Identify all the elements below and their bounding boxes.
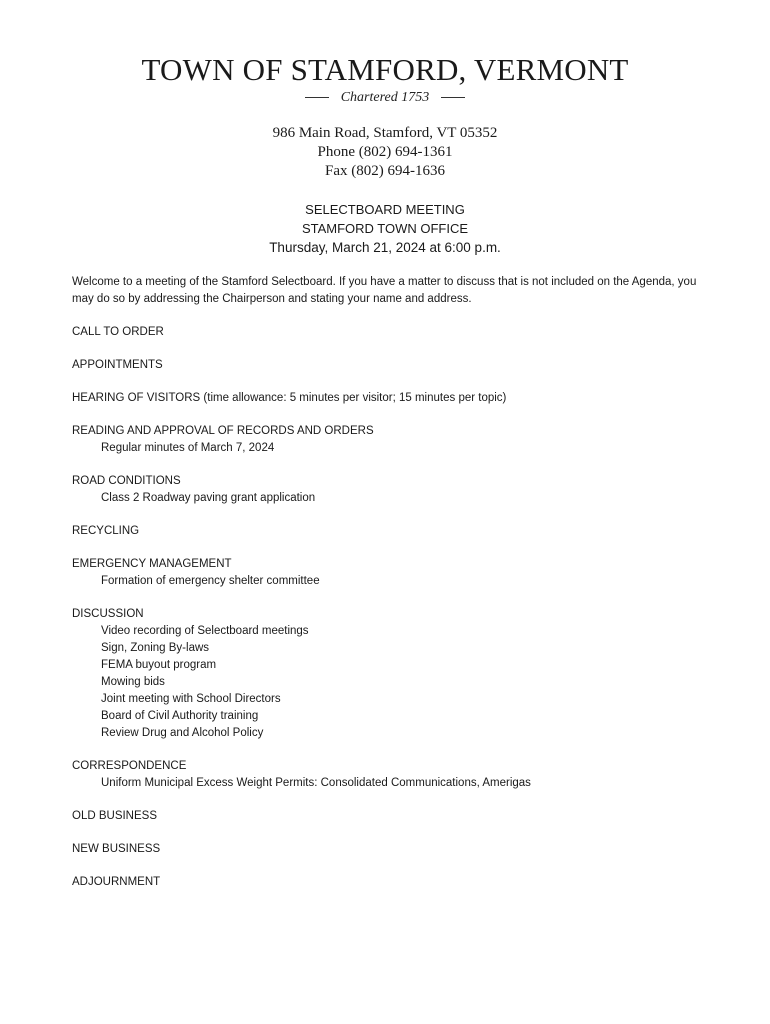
address: 986 Main Road, Stamford, VT 05352 xyxy=(272,125,498,141)
agenda-item: Formation of emergency shelter committee xyxy=(101,575,320,587)
agenda-section xyxy=(72,473,712,507)
left-rule xyxy=(305,97,329,98)
agenda-section xyxy=(72,841,712,858)
agenda-heading: CALL TO ORDER xyxy=(72,326,164,338)
agenda-section xyxy=(72,357,712,374)
chartered-line xyxy=(0,90,770,106)
agenda-section xyxy=(72,390,712,407)
meeting-block xyxy=(0,200,770,257)
agenda-heading: NEW BUSINESS xyxy=(72,843,161,855)
agenda-item: Class 2 Roadway paving grant application xyxy=(101,492,316,504)
agenda-heading: APPOINTMENTS xyxy=(72,359,163,371)
town-title: TOWN OF STAMFORD, VERMONT xyxy=(141,52,629,87)
agenda-section xyxy=(72,606,712,742)
welcome-paragraph: Welcome to a meeting of the Stamford Selectboard. If you have a matter to discuss that is not included on the Agenda, you may do so by addressing the Chairperson and stating your name and address. xyxy=(72,276,697,305)
agenda-section xyxy=(72,324,712,341)
agenda-section xyxy=(72,423,712,457)
agenda-item: Video recording of Selectboard meetings xyxy=(101,625,309,637)
agenda-heading: HEARING OF VISITORS (time allowance: 5 minutes per visitor; 15 minutes per topic) xyxy=(72,392,507,404)
agenda-heading: ADJOURNMENT xyxy=(72,876,161,888)
phone: Phone (802) 694-1361 xyxy=(317,144,453,160)
agenda-section xyxy=(72,808,712,825)
agenda-heading: ROAD CONDITIONS xyxy=(72,475,181,487)
meeting-datetime: Thursday, March 21, 2024 at 6:00 p.m. xyxy=(269,240,501,255)
agenda-heading: OLD BUSINESS xyxy=(72,810,157,822)
agenda-heading: EMERGENCY MANAGEMENT xyxy=(72,558,232,570)
agenda-section xyxy=(72,523,712,540)
agenda-list xyxy=(72,324,712,891)
agenda-section xyxy=(72,758,712,792)
agenda-section xyxy=(72,556,712,590)
agenda-heading: CORRESPONDENCE xyxy=(72,760,187,772)
agenda-heading: DISCUSSION xyxy=(72,608,144,620)
agenda-item: Mowing bids xyxy=(101,676,165,688)
agenda-item: Sign, Zoning By-laws xyxy=(101,642,210,654)
agenda-item: Uniform Municipal Excess Weight Permits: Consolidated Communications, Amerigas xyxy=(101,777,531,789)
fax: Fax (802) 694-1636 xyxy=(325,163,445,179)
chartered-text: Chartered 1753 xyxy=(340,90,430,105)
right-rule xyxy=(441,97,465,98)
contact-block xyxy=(0,124,770,181)
meeting-location: STAMFORD TOWN OFFICE xyxy=(301,221,469,236)
agenda-body xyxy=(72,274,712,907)
agenda-heading: READING AND APPROVAL OF RECORDS AND ORDERS xyxy=(72,425,374,437)
agenda-item: Board of Civil Authority training xyxy=(101,710,259,722)
agenda-item: Review Drug and Alcohol Policy xyxy=(101,727,264,739)
agenda-section xyxy=(72,874,712,891)
agenda-item: Joint meeting with School Directors xyxy=(101,693,281,705)
agenda-heading: RECYCLING xyxy=(72,525,140,537)
agenda-item: FEMA buyout program xyxy=(101,659,217,671)
meeting-type: SELECTBOARD MEETING xyxy=(305,202,465,217)
agenda-item: Regular minutes of March 7, 2024 xyxy=(101,442,275,454)
